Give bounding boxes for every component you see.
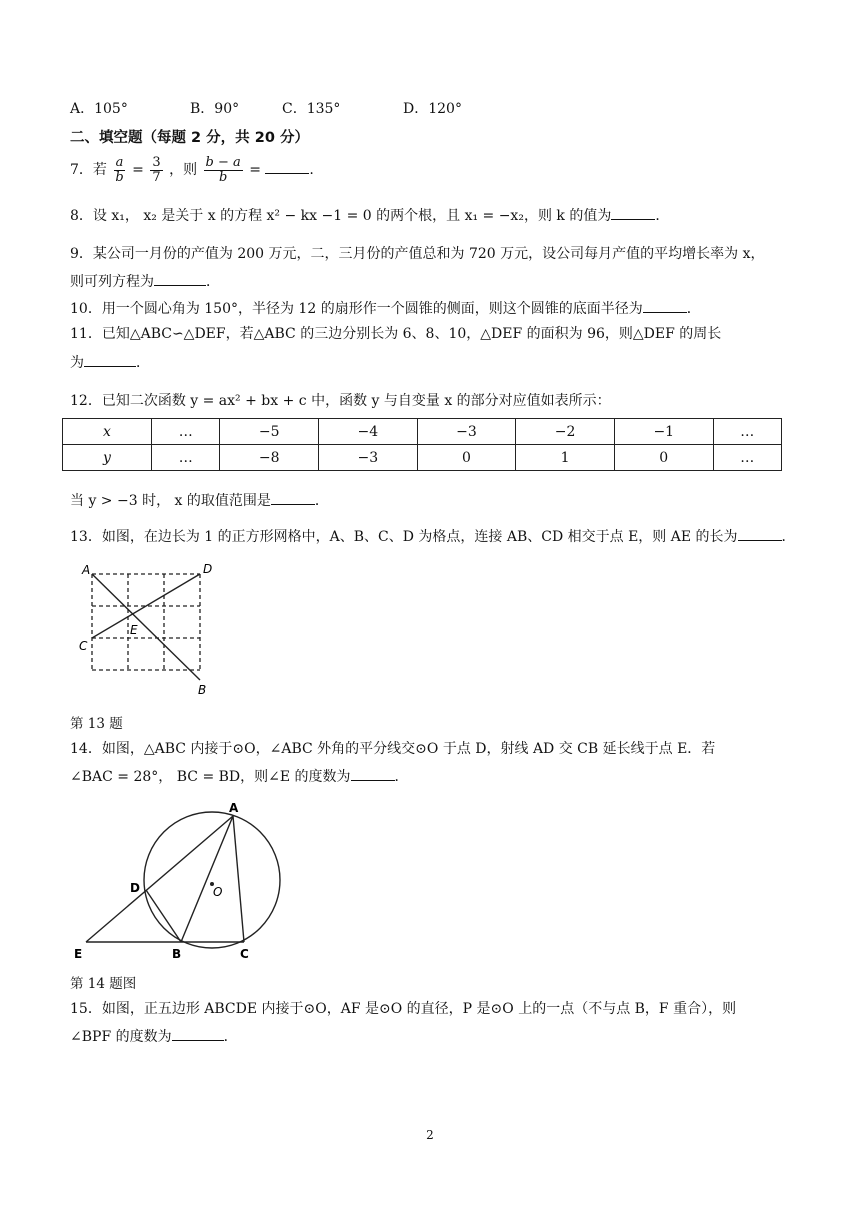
question-14-line-1: 14．如图，△ABC 内接于⊙O，∠ABC 外角的平分线交⊙O 于点 D，射线 AD 交 CB 延长线于点 E．若 (70, 741, 716, 757)
label-b: B (198, 683, 207, 697)
figure-13-caption: 第 13 题 (70, 716, 123, 732)
question-12-intro: 12．已知二次函数 y = ax² + bx + c 中，函数 y 与自变量 x 的部分对应值如表所示： (70, 393, 611, 409)
question-8: 8．设 x₁， x₂ 是关于 x 的方程 x² − kx −1 = 0 的两个根，且 x₁ = −x₂，则 k 的值为 ． (70, 208, 670, 224)
table-cell: … (713, 419, 781, 445)
segment-ab (92, 574, 200, 680)
table-cell: −5 (220, 419, 319, 445)
label-e: E (130, 623, 138, 637)
label-d: D (130, 881, 140, 895)
question-11-line-2: 为 ． (70, 355, 150, 371)
question-11-line-1: 11．已知△ABC∽△DEF，若△ABC 的三边分别长为 6、8、10，△DEF 的面积为 96，则△DEF 的周长 (70, 326, 722, 342)
fraction-3-over-7: $\frac{3}{7}$ (152, 154, 161, 185)
answer-blank-11[interactable] (84, 354, 136, 367)
segment-ab (181, 816, 233, 942)
table-cell: −3 (417, 419, 516, 445)
answer-blank-8[interactable] (611, 207, 655, 220)
figure-14-caption: 第 14 题图 (70, 976, 137, 992)
fraction-a-over-b: $\frac{a}{b}$ (115, 154, 124, 185)
question-14-line-2: ∠BAC = 28°， BC = BD，则∠E 的度数为 ． (70, 769, 409, 785)
question-15-line-1: 15．如图，正五边形 ABCDE 内接于⊙O，AF 是⊙O 的直径，P 是⊙O 上的一点（不与点 B，F 重合），则 (70, 1001, 737, 1017)
table-cell: … (713, 445, 781, 471)
label-a: A (229, 801, 239, 815)
label-e: E (74, 947, 83, 961)
answer-blank-9[interactable] (154, 273, 206, 286)
question-7: 7．若 $\frac{a}{b}$ = $\frac{3}{7}$ ，则 $\frac{b - a}{b}$ = . (70, 154, 314, 185)
option-a: A．105° (70, 101, 128, 117)
label-c: C (79, 639, 88, 653)
table-cell: −8 (220, 445, 319, 471)
table-cell: x (63, 419, 152, 445)
table-cell: 0 (417, 445, 516, 471)
table-row-y (63, 445, 782, 471)
table-row-x (63, 419, 782, 445)
segment-ac (233, 816, 244, 942)
answer-blank-15[interactable] (172, 1028, 224, 1041)
answer-blank-7[interactable] (265, 161, 309, 174)
fraction-b-minus-a-over-b: $\frac{b - a}{b}$ (205, 154, 241, 185)
option-b: B．90° (190, 101, 240, 117)
circle-o (144, 812, 280, 948)
label-b: B (172, 947, 182, 961)
table-cell: −2 (516, 419, 615, 445)
table-cell: 1 (516, 445, 615, 471)
page-number: 2 (426, 1128, 434, 1142)
answer-blank-12[interactable] (271, 492, 315, 505)
question-15-line-2: ∠BPF 的度数为 ． (70, 1029, 238, 1045)
label-a: A (82, 563, 91, 577)
table-cell: 0 (614, 445, 713, 471)
table-cell: y (63, 445, 152, 471)
question-12-condition: 当 y > −3 时， x 的取值范围是 ． (70, 493, 329, 509)
label-c: C (240, 947, 249, 961)
question-9-line-2: 则可列方程为 ． (70, 274, 220, 290)
answer-blank-13[interactable] (738, 528, 782, 541)
section-title: 二、填空题（每题 2 分，共 20 分） (70, 130, 309, 146)
table-cell: −4 (319, 419, 418, 445)
answer-blank-10[interactable] (643, 300, 687, 313)
option-d: D．120° (403, 101, 462, 117)
table-cell: … (152, 419, 220, 445)
table-cell: −3 (319, 445, 418, 471)
value-table (62, 418, 782, 471)
table-cell: −1 (614, 419, 713, 445)
question-13: 13．如图，在边长为 1 的正方形网格中，A、B、C、D 为格点，连接 AB、CD 相交于点 E，则 AE 的长为 ． (70, 529, 796, 545)
figure-14-circle (66, 798, 296, 968)
answer-blank-14[interactable] (351, 768, 395, 781)
segment-db (146, 890, 181, 942)
figure-13-grid (72, 560, 232, 700)
question-9-line-1: 9．某公司一月份的产值为 200 万元，二，三月份的产值总和为 720 万元，设公司每月产值的平均增长率为 x， (70, 246, 765, 262)
question-10: 10．用一个圆心角为 150°，半径为 12 的扇形作一个圆锥的侧面，则这个圆锥的底面半径为 ． (70, 301, 701, 317)
option-c: C．135° (282, 101, 341, 117)
label-o: O (213, 885, 223, 899)
label-d: D (203, 562, 213, 576)
options-row (70, 98, 462, 118)
table-cell: … (152, 445, 220, 471)
